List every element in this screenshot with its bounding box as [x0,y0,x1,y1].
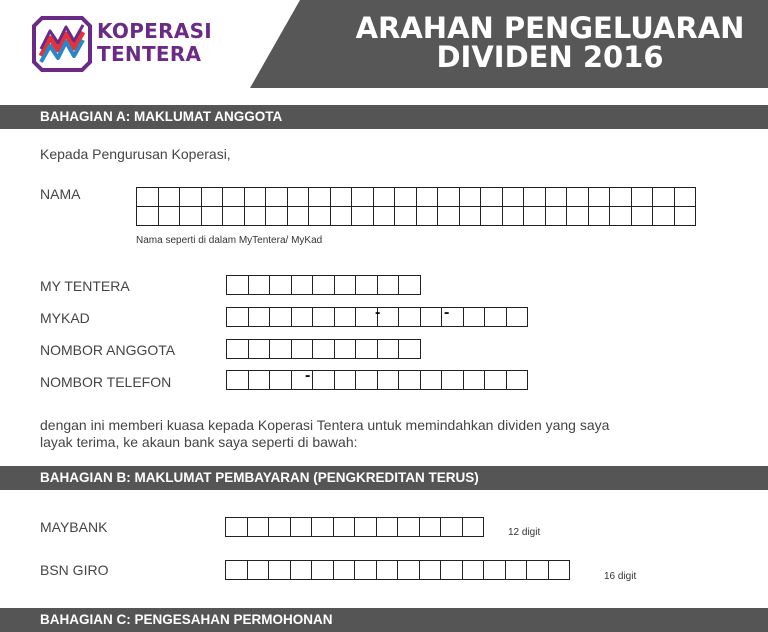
character-box[interactable] [330,206,353,226]
salutation: Kepada Pengurusan Koperasi, [40,146,231,162]
mytentera-label: MY TENTERA [40,278,130,294]
character-box[interactable] [269,307,292,327]
character-box[interactable] [308,206,331,226]
maybank-account-field[interactable] [225,517,484,537]
character-box[interactable] [416,187,439,207]
character-box[interactable] [290,560,313,580]
character-box[interactable] [480,206,503,226]
character-box[interactable] [631,206,654,226]
character-box[interactable] [226,275,249,295]
character-box[interactable] [244,187,267,207]
character-box[interactable] [398,370,421,390]
character-box[interactable] [308,187,331,207]
character-box[interactable] [311,560,334,580]
character-box[interactable] [397,517,420,537]
character-box[interactable] [506,307,529,327]
logo-line-1: KOPERASI [97,19,213,43]
character-box[interactable] [523,187,546,207]
section-c-heading: BAHAGIAN C: PENGESAHAN PERMOHONAN [0,608,768,632]
mytentera-field[interactable] [226,275,421,295]
title-line-1: ARAHAN PENGELUARAN [355,11,745,45]
character-box[interactable] [287,187,310,207]
character-box[interactable] [462,560,485,580]
character-box[interactable] [333,517,356,537]
title-line-2: DIVIDEN 2016 [436,40,664,74]
character-box[interactable] [526,560,549,580]
character-box[interactable] [333,560,356,580]
character-box[interactable] [484,370,507,390]
character-box[interactable] [244,206,267,226]
character-box[interactable] [459,187,482,207]
character-box[interactable] [588,187,611,207]
character-box[interactable] [136,206,159,226]
character-box[interactable] [330,187,353,207]
character-box[interactable] [225,560,248,580]
character-box[interactable] [248,307,271,327]
character-box[interactable] [136,187,159,207]
character-box[interactable] [674,206,697,226]
section-b-heading: BAHAGIAN B: MAKLUMAT PEMBAYARAN (PENGKREDITAN TERUS) [0,466,768,490]
character-box[interactable] [354,517,377,537]
logo-wordmark [97,20,212,66]
character-box[interactable] [248,339,271,359]
bsn-giro-digit-note: 16 digit [604,571,637,582]
page-title [350,11,750,74]
character-box[interactable] [355,275,378,295]
character-box[interactable] [523,206,546,226]
character-box[interactable] [225,517,248,537]
character-box[interactable] [334,339,357,359]
character-box[interactable] [268,560,291,580]
character-box[interactable] [226,339,249,359]
character-box[interactable] [158,187,181,207]
logo-line-2: TENTERA [97,42,202,66]
character-box[interactable] [201,206,224,226]
nombor-telefon-label: NOMBOR TELEFON [40,374,172,390]
character-box[interactable] [394,206,417,226]
character-box[interactable] [462,517,485,537]
character-box[interactable] [312,275,335,295]
bsn-giro-label: BSN GIRO [40,562,109,578]
koperasi-tentera-logo-icon [32,16,92,72]
character-box[interactable] [287,206,310,226]
character-box[interactable] [566,206,589,226]
character-box[interactable] [377,370,400,390]
character-box[interactable] [334,370,357,390]
character-box[interactable] [545,206,568,226]
character-box[interactable] [312,370,335,390]
character-box[interactable] [377,275,400,295]
character-box[interactable] [609,206,632,226]
character-box[interactable] [652,206,675,226]
mykad-label: MYKAD [40,310,90,326]
mykad-separator-2: - [444,304,450,321]
character-box[interactable] [247,560,270,580]
bsn-giro-account-field[interactable] [225,560,570,580]
nama-field-row-2[interactable] [136,206,696,226]
character-box[interactable] [463,307,486,327]
character-box[interactable] [201,187,224,207]
character-box[interactable] [609,187,632,207]
section-a-heading: BAHAGIAN A: MAKLUMAT ANGGOTA [0,105,768,129]
character-box[interactable] [502,206,525,226]
nombor-telefon-field[interactable] [226,370,528,390]
nama-note: Nama seperti di dalam MyTentera/ MyKad [136,235,323,246]
character-box[interactable] [222,187,245,207]
character-box[interactable] [483,560,506,580]
character-box[interactable] [397,560,420,580]
character-box[interactable] [312,339,335,359]
character-box[interactable] [158,206,181,226]
character-box[interactable] [226,307,249,327]
character-box[interactable] [268,517,291,537]
character-box[interactable] [351,206,374,226]
character-box[interactable] [179,187,202,207]
character-box[interactable] [506,370,529,390]
character-box[interactable] [226,370,249,390]
character-box[interactable] [420,370,443,390]
nama-field-row-1[interactable] [136,187,696,207]
character-box[interactable] [652,187,675,207]
nombor-anggota-label: NOMBOR ANGGOTA [40,342,176,358]
character-box[interactable] [437,206,460,226]
character-box[interactable] [420,307,443,327]
character-box[interactable] [291,339,314,359]
character-box[interactable] [376,517,399,537]
character-box[interactable] [248,275,271,295]
character-box[interactable] [631,187,654,207]
character-box[interactable] [269,339,292,359]
character-box[interactable] [484,307,507,327]
character-box[interactable] [312,307,335,327]
maybank-label: MAYBANK [40,519,108,535]
character-box[interactable] [588,206,611,226]
telefon-separator: - [305,367,311,384]
character-box[interactable] [416,206,439,226]
character-box[interactable] [398,275,421,295]
character-box[interactable] [354,560,377,580]
character-box[interactable] [291,307,314,327]
character-box[interactable] [334,275,357,295]
character-box[interactable] [355,339,378,359]
character-box[interactable] [440,517,463,537]
character-box[interactable] [441,370,464,390]
mykad-separator-1: - [375,304,381,321]
character-box[interactable] [398,307,421,327]
character-box[interactable] [355,370,378,390]
character-box[interactable] [437,187,460,207]
character-box[interactable] [291,275,314,295]
character-box[interactable] [248,370,271,390]
character-box[interactable] [398,339,421,359]
character-box[interactable] [394,187,417,207]
character-box[interactable] [373,206,396,226]
character-box[interactable] [545,187,568,207]
character-box[interactable] [265,187,288,207]
character-box[interactable] [290,517,313,537]
nombor-anggota-field[interactable] [226,339,421,359]
character-box[interactable] [419,517,442,537]
character-box[interactable] [459,206,482,226]
authorization-line-1: dengan ini memberi kuasa kepada Koperasi Tentera untuk memindahkan dividen yang saya [40,417,610,433]
character-box[interactable] [376,560,399,580]
character-box[interactable] [566,187,589,207]
maybank-digit-note: 12 digit [508,527,541,538]
authorization-line-2: layak terima, ke akaun bank saya seperti di bawah: [40,434,358,450]
character-box[interactable] [480,187,503,207]
character-box[interactable] [674,187,697,207]
character-box[interactable] [463,370,486,390]
character-box[interactable] [502,187,525,207]
character-box[interactable] [269,370,292,390]
nama-label: NAMA [40,186,81,202]
character-box[interactable] [440,560,463,580]
character-box[interactable] [351,187,374,207]
character-box[interactable] [377,339,400,359]
character-box[interactable] [265,206,288,226]
character-box[interactable] [505,560,528,580]
character-box[interactable] [222,206,245,226]
character-box[interactable] [179,206,202,226]
character-box[interactable] [548,560,571,580]
character-box[interactable] [419,560,442,580]
character-box[interactable] [334,307,357,327]
character-box[interactable] [269,275,292,295]
character-box[interactable] [247,517,270,537]
character-box[interactable] [311,517,334,537]
character-box[interactable] [373,187,396,207]
